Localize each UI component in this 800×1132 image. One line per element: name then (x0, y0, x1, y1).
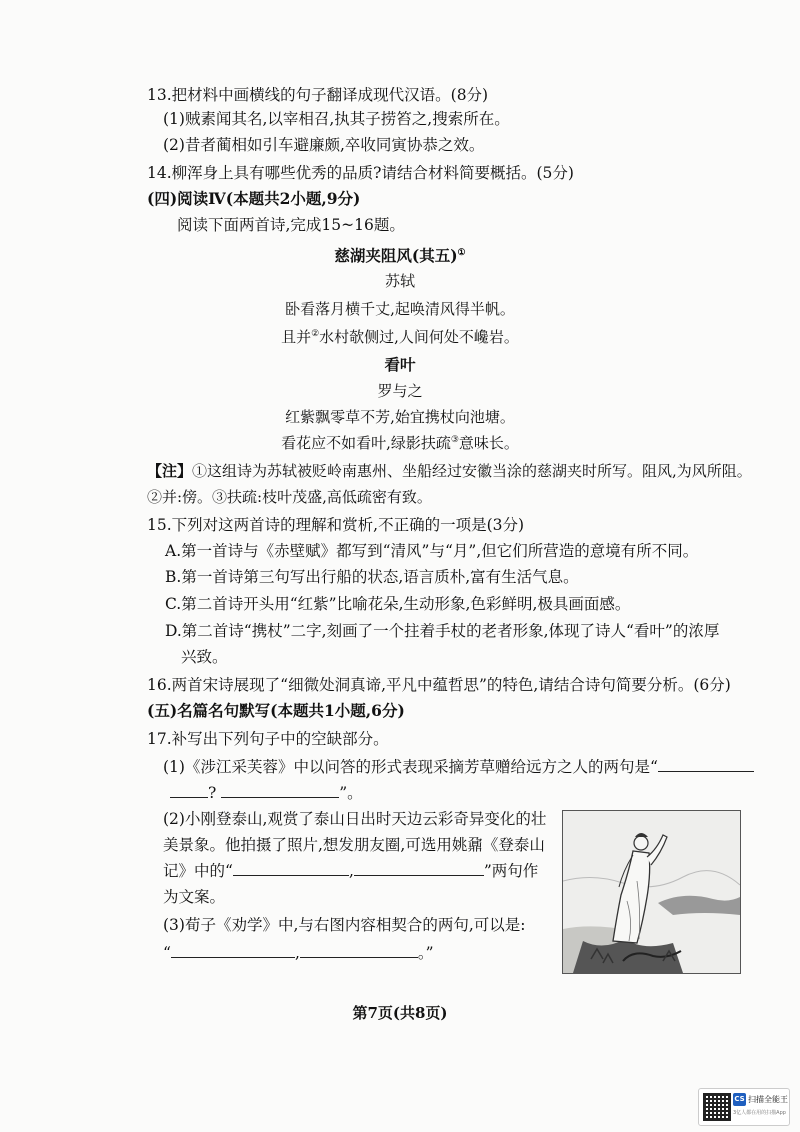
poem-2-line-2: 看花应不如看叶,绿影扶疏③意味长。 (281, 434, 519, 452)
q17-part-1-cont: ? ”。 (170, 782, 363, 804)
q17-blank-6[interactable] (171, 943, 295, 958)
q15-option-b: B.第一首诗第三句写出行船的状态,语言质朴,富有生活气息。 (165, 568, 579, 586)
scholar-on-mountain-illustration (562, 810, 741, 974)
q17-blank-4[interactable] (233, 861, 349, 876)
q17-blank-7[interactable] (300, 943, 418, 958)
q17-blank-2[interactable] (170, 783, 208, 798)
q13-title: 13.把材料中画横线的句子翻译成现代汉语。(8分) (147, 86, 489, 104)
q13-sentence-2: (2)昔者蔺相如引车避廉颇,卒收同寅协恭之效。 (163, 136, 485, 154)
section-5-heading: (五)名篇名句默写(本题共1小题,6分) (147, 701, 405, 720)
q17-title: 17.补写出下列句子中的空缺部分。 (147, 730, 389, 748)
q17-part-3-line-2: “ , 。” (163, 944, 434, 962)
poem-1-line-2: 且并②水村欹侧过,人间何处不巉岩。 (281, 328, 519, 346)
poem-notes-line-1: 【注】①这组诗为苏轼被贬岭南惠州、坐船经过安徽当涂的慈湖夹时所写。阻风,为风所阻。 (147, 462, 752, 480)
section-4-intro: 阅读下面两首诗,完成15~16题。 (177, 216, 405, 234)
section-4-heading: (四)阅读Ⅳ(本题共2小题,9分) (147, 189, 361, 208)
q17-blank-5[interactable] (354, 861, 484, 876)
qr-code-icon (703, 1093, 731, 1121)
q15-option-c: C.第二首诗开头用“红紫”比喻花朵,生动形象,色彩鲜明,极具画面感。 (165, 595, 631, 613)
poem-2-author: 罗与之 (377, 382, 423, 400)
page-footer: 第7页(共8页) (352, 1004, 448, 1022)
poem-1-title: 慈湖夹阻风(其五)① (334, 246, 466, 265)
camscanner-logo-icon: CS (733, 1093, 746, 1106)
q17-part-2-line-4: 为文案。 (163, 888, 226, 906)
q14-title: 14.柳浑身上具有哪些优秀的品质?请结合材料简要概括。(5分) (147, 164, 574, 182)
q15-title: 15.下列对这两首诗的理解和赏析,不正确的一项是(3分) (147, 516, 525, 534)
q17-blank-1[interactable] (658, 757, 754, 772)
q17-part-2-line-3: 记》中的“ , ”两句作 (163, 862, 539, 880)
q16-title: 16.两首宋诗展现了“细微处洞真谛,平凡中蕴哲思”的特色,请结合诗句简要分析。(6分) (147, 676, 731, 694)
poem-1-line-1: 卧看落月横千丈,起唤清风得半帆。 (285, 300, 515, 318)
q15-option-d-cont: 兴致。 (181, 648, 228, 666)
scanner-subtitle: 3亿人都在用的扫描App (733, 1110, 786, 1116)
q17-part-3-line-1: (3)荀子《劝学》中,与右图内容相契合的两句,可以是: (163, 916, 526, 934)
scholar-illustration-svg (563, 811, 740, 973)
scanner-badge (698, 1088, 790, 1126)
q17-part-2-line-1: (2)小刚登泰山,观赏了泰山日出时天边云彩奇异变化的壮 (163, 810, 547, 828)
scanner-name: 扫描全能王 (748, 1095, 788, 1104)
poem-2-line-1: 红紫飘零草不芳,始宜携杖向池塘。 (285, 408, 515, 426)
poem-notes-line-2: ②并:傍。③扶疏:枝叶茂盛,高低疏密有致。 (147, 488, 432, 506)
q13-sentence-1: (1)贼素闻其名,以宰相召,执其子捞笞之,搜索所在。 (163, 110, 510, 128)
q15-option-d: D.第二首诗“携杖”二字,刻画了一个拄着手杖的老者形象,体现了诗人“看叶”的浓厚 (165, 622, 720, 640)
q17-part-2-line-2: 美景象。他拍摄了照片,想发朋友圈,可选用姚鼐《登泰山 (163, 836, 545, 854)
poem-2-title: 看叶 (384, 355, 416, 374)
poem-1-author: 苏轼 (384, 272, 415, 290)
q17-part-1: (1)《涉江采芙蓉》中以问答的形式表现采摘芳草赠给远方之人的两句是“ (163, 756, 754, 778)
q17-blank-3[interactable] (221, 783, 339, 798)
q15-option-a: A.第一首诗与《赤壁赋》都写到“清风”与“月”,但它们所营造的意境有所不同。 (165, 542, 699, 560)
